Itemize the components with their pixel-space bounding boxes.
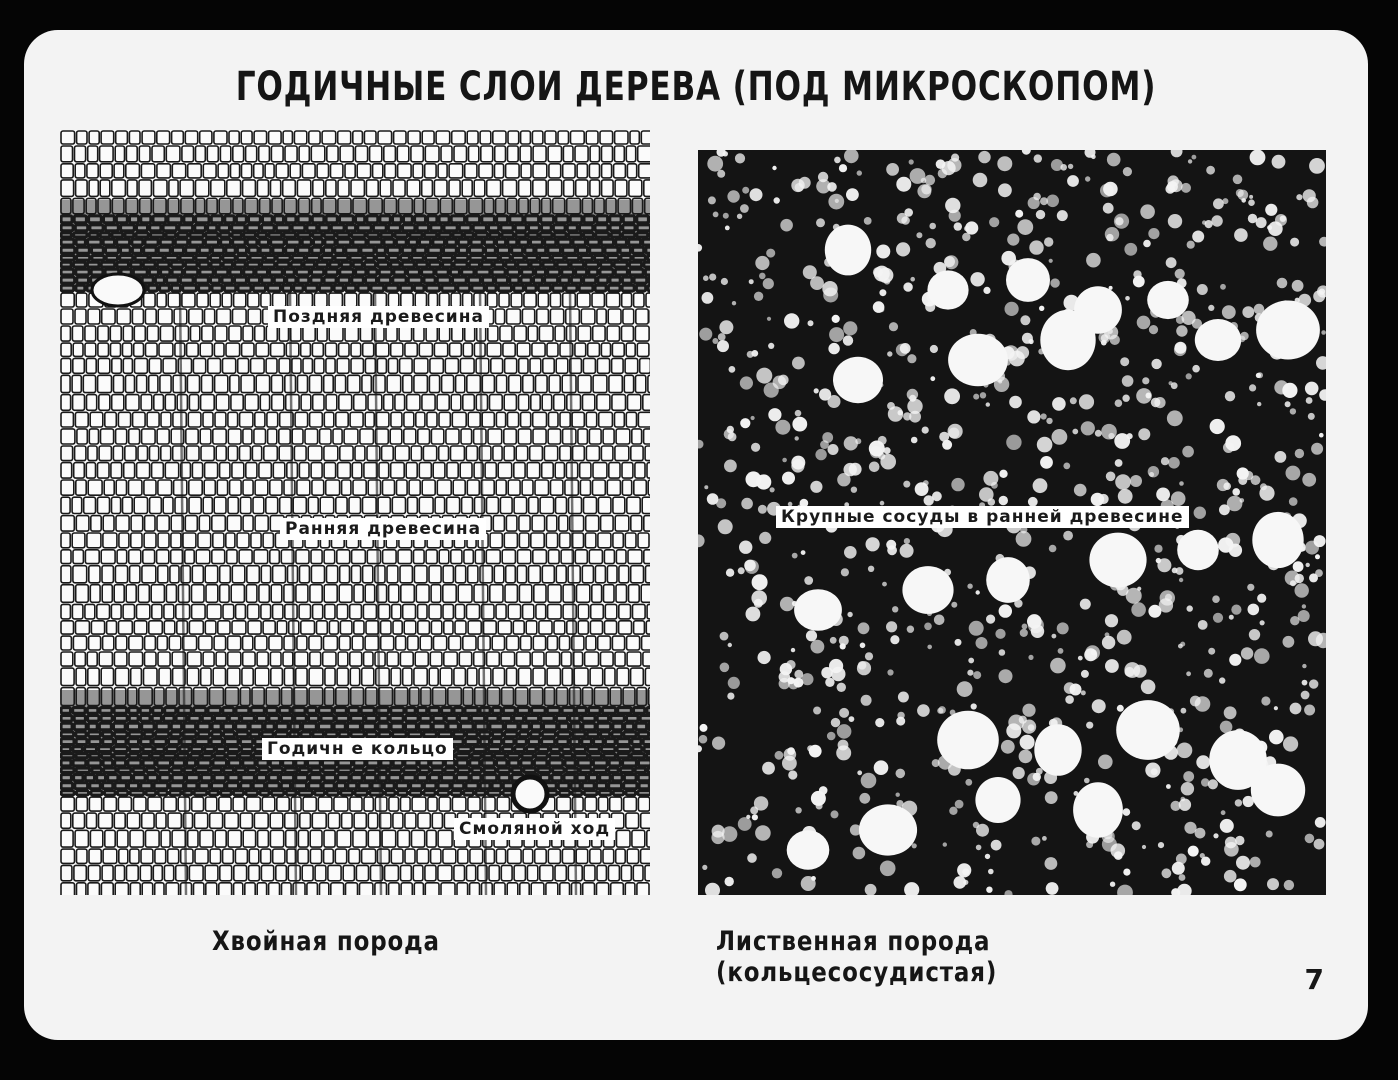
page-number: 7 xyxy=(1304,963,1324,996)
slide-title: ГОДИЧНЫЕ СЛОИ ДЕРЕВА (ПОД МИКРОСКОПОМ) xyxy=(235,64,1157,110)
label-large-vessels: Крупные сосуды в ранней древесине xyxy=(776,506,1189,528)
label-late-wood: Поздняя древесина xyxy=(268,306,489,328)
caption-conifer: Хвойная порода xyxy=(212,926,440,957)
conifer-cells-image xyxy=(60,130,650,895)
conifer-micrograph xyxy=(60,130,650,895)
label-early-wood: Ранняя древесина xyxy=(280,518,486,540)
label-resin-duct: Смоляной ход xyxy=(454,818,615,840)
hardwood-micrograph xyxy=(698,150,1326,895)
caption-hardwood: Лиственная порода (кольцесосудистая) xyxy=(716,926,998,988)
label-annual-ring: Годичн е кольцо xyxy=(262,738,453,760)
slide-frame xyxy=(24,30,1368,1040)
